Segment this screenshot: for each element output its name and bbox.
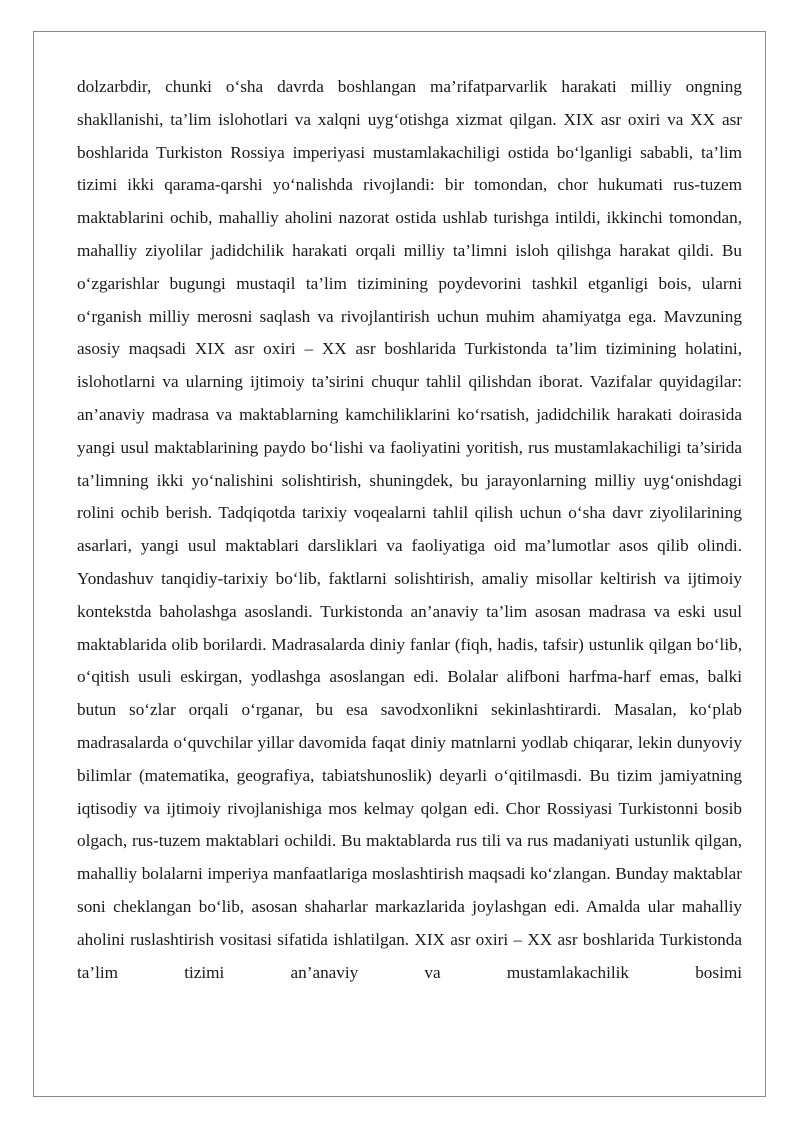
body-paragraph: dolzarbdir, chunki o‘sha davrda boshlangan ma’rifatparvarlik harakati milliy ongning shakllanishi, ta’lim islohotlari va xalqni uyg‘otishga xizmat qilgan. XIX asr oxiri va XX asr boshlarida Turkiston Rossiya imperiyasi mustamlakachiligi ostida bo‘lganligi sababli, ta’lim tizimi ikki qarama-qarshi yo‘nalishda rivojlandi: bir tomondan, chor hukumati rus-tuzem maktablarini ochib, mahalliy aholini nazorat ostida ushlab turishga intildi, ikkinchi tomondan, mahalliy ziyolilar jadidchilik harakati orqali milliy ta’limni isloh qilishga harakat qildi. Bu o‘zgarishlar bugungi mustaqil ta’lim tizimining poydevorini tashkil etganligi bois, ularni o‘rganish milliy merosni saqlash va rivojlantirish uchun muhim ahamiyatga ega. Mavzuning asosiy maqsadi XIX asr oxiri – XX asr boshlarida Turkistonda ta’lim tizimining holatini, islohotlarni va ularning ijtimoiy ta’sirini chuqur tahlil qilishdan iborat. Vazifalar quyidagilar: an’anaviy madrasa va maktablarning kamchiliklarini ko‘rsatish, jadidchilik harakati doirasida yangi usul maktablarining paydo bo‘lishi va faoliyatini yoritish, rus mustamlakachiligi ta’sirida ta’limning ikki yo‘nalishini solishtirish, shuningdek, bu jarayonlarning milliy uyg‘onishdagi rolini ochib berish. Tadqiqotda tarixiy voqealarni tahlil qilish uchun o‘sha davr ziyolilarining asarlari, yangi usul maktablari darsliklari va faoliyatiga oid ma’lumotlar asos qilib olindi. Yondashuv tanqidiy-tarixiy bo‘lib, faktlarni solishtirish, amaliy misollar keltirish va ijtimoiy kontekstda baholashga asoslandi. Turkistonda an’anaviy ta’lim asosan madrasa va eski usul maktablarida olib borilardi. Madrasalarda diniy fanlar (fiqh, hadis, tafsir) ustunlik qilgan bo‘lib, o‘qitish usuli eskirgan, yodlashga asoslangan edi. Bolalar alifboni harfma-harf emas, balki butun so‘zlar orqali o‘rganar, bu esa savodxonlikni sekinlashtirardi. Masalan, ko‘plab madrasalarda o‘quvchilar yillar davomida faqat diniy matnlarni yodlab chiqarar, lekin dunyoviy bilimlar (matematika, geografiya, tabiatshunoslik) deyarli o‘qitilmasdi. Bu tizim jamiyatning iqtisodiy va ijtimoiy rivojlanishiga mos kelmay qolgan edi. Chor Rossiyasi Turkistonni bosib olgach, rus-tuzem maktablari ochildi. Bu maktablarda rus tili va rus madaniyati ustunlik qilgan, mahalliy bolalarni imperiya manfaatlariga moslashtirish maqsadi ko‘zlangan. Bunday maktablar soni cheklangan bo‘lib, asosan shaharlar markazlarida joylashgan edi. Amalda ular mahalliy aholini ruslashtirish vositasi sifatida ishlatilgan. XIX asr oxiri – XX asr boshlarida Turkistonda ta’lim tizimi an’anaviy va mustamlakachilik bosimi [77,77,742,982]
